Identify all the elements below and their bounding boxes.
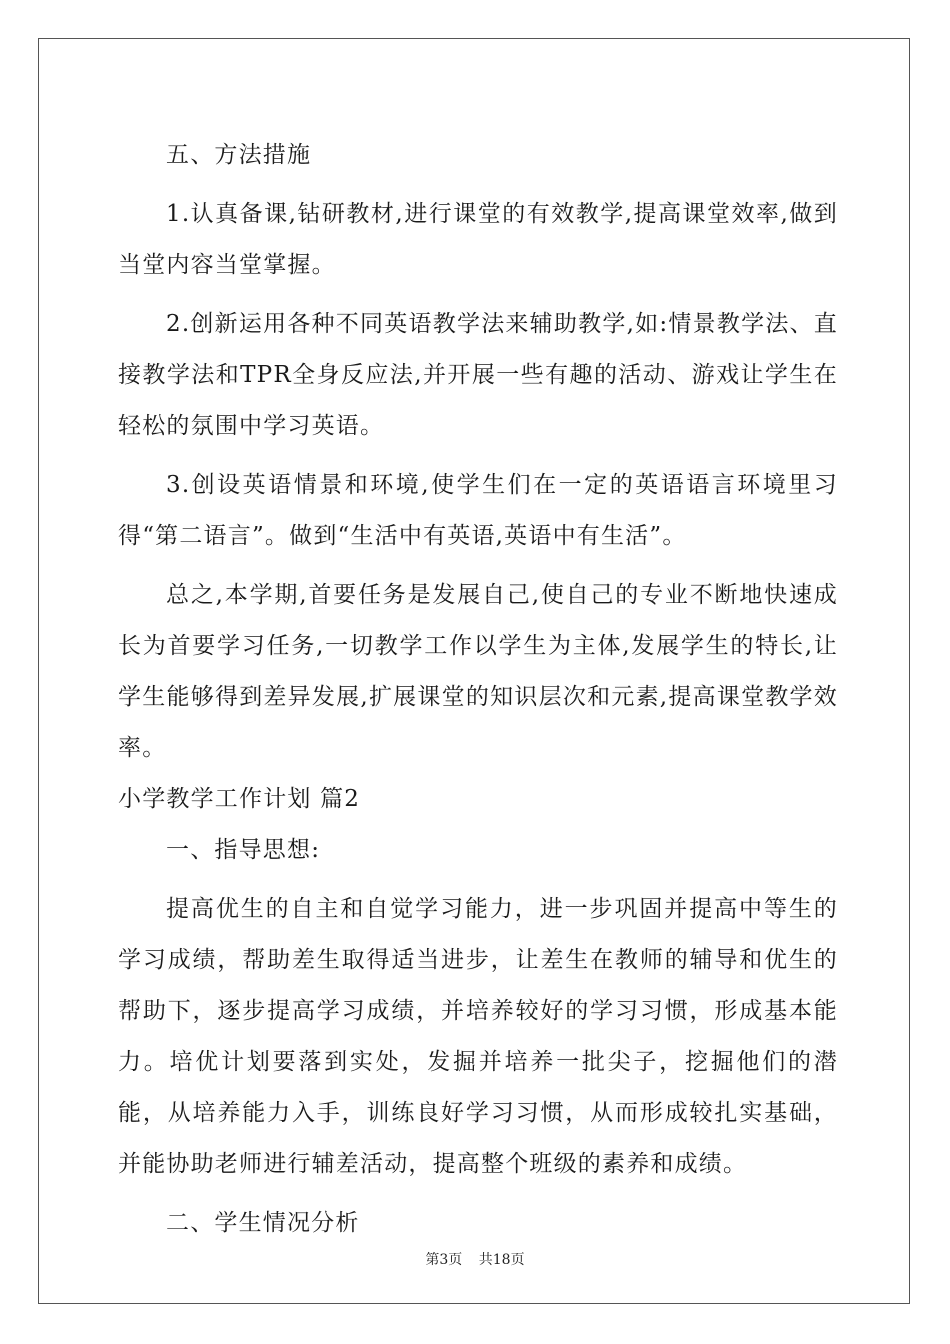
document-body — [118, 130, 838, 1249]
plan-title: 小学教学工作计划 篇2 — [118, 786, 361, 812]
paragraph-method-1: 1.认真备课,钻研教材,进行课堂的有效教学,提高课堂效率,做到当堂内容当堂掌握。 — [118, 201, 838, 278]
section-heading-student-analysis: 二、学生情况分析 — [166, 1210, 360, 1236]
page-number: 第3页 — [425, 1252, 463, 1268]
section-heading-guiding-ideology: 一、指导思想: — [166, 837, 321, 863]
total-pages: 共18页 — [478, 1252, 525, 1268]
page-footer — [0, 1249, 950, 1269]
section-heading-methods: 五、方法措施 — [166, 142, 312, 168]
paragraph-method-3: 3.创设英语情景和环境,使学生们在一定的英语语言环境里习得“第二语言”。做到“生活中有英语,英语中有生活”。 — [118, 472, 838, 549]
paragraph-summary: 总之,本学期,首要任务是发展自己,使自己的专业不断地快速成长为首要学习任务,一切教学工作以学生为主体,发展学生的特长,让学生能够得到差异发展,扩展课堂的知识层次和元素,提高课堂教学效率。 — [118, 582, 838, 761]
paragraph-guiding-ideology: 提高优生的自主和自觉学习能力，进一步巩固并提高中等生的学习成绩，帮助差生取得适当进步，让差生在教师的辅导和优生的帮助下，逐步提高学习成绩，并培养较好的学习习惯，形成基本能力。培优计划要落到实处，发掘并培养一批尖子，挖掘他们的潜能，从培养能力入手，训练良好学习习惯，从而形成较扎实基础，并能协助老师进行辅差活动，提高整个班级的素养和成绩。 — [118, 896, 838, 1177]
paragraph-method-2: 2.创新运用各种不同英语教学法来辅助教学,如:情景教学法、直接教学法和TPR全身反应法,并开展一些有趣的活动、游戏让学生在轻松的氛围中学习英语。 — [118, 311, 838, 439]
